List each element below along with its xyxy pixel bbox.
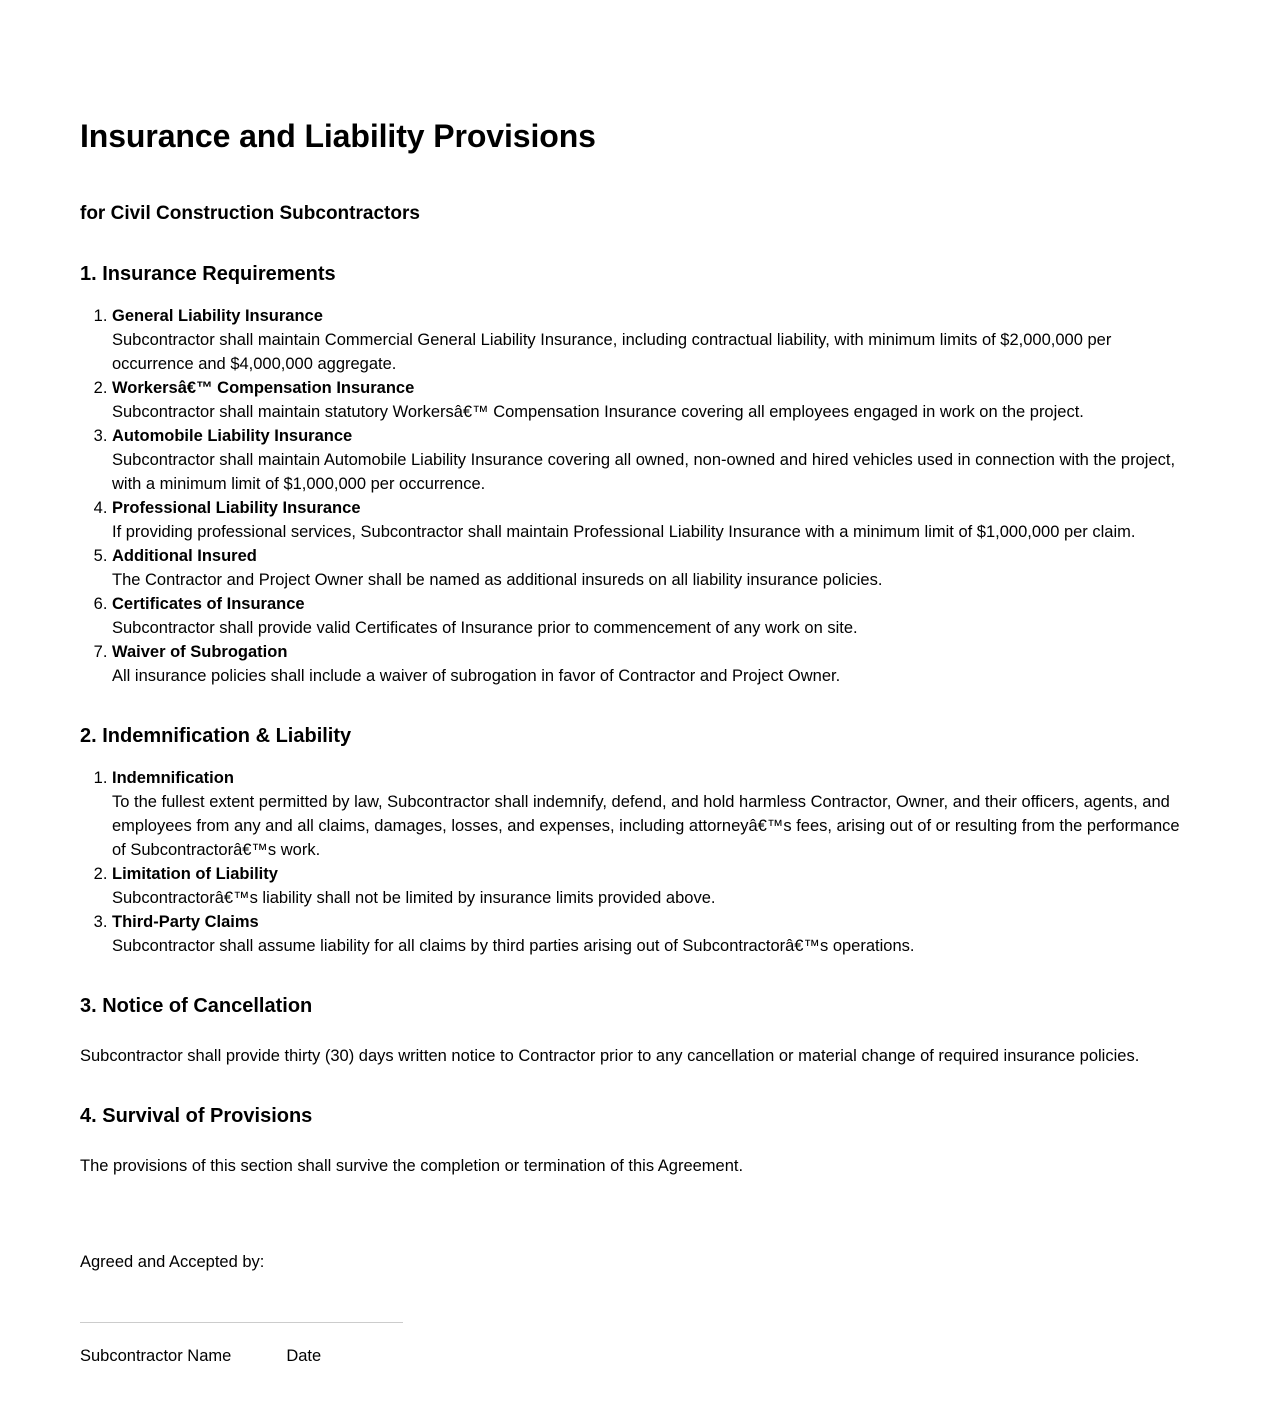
- signature-rule: [80, 1322, 403, 1323]
- provision-description: To the fullest extent permitted by law, Subcontractor shall indemnify, defend, and hold harmless Contractor, Owner, and their officers, agents, and employees from any and all claims, damages, losses, and expenses, including attorneyâ€™s fees, arising out of or resulting from the performance of Subcontractorâ€™s work.: [112, 792, 1180, 859]
- indemnification-liability-list: [80, 766, 1183, 958]
- notice-of-cancellation-paragraph: Subcontractor shall provide thirty (30) days written notice to Contractor prior to any cancellation or material change of required insurance policies.: [80, 1046, 1140, 1065]
- list-item: [112, 544, 1183, 592]
- provision-description: If providing professional services, Subcontractor shall maintain Professional Liability Insurance with a minimum limit of $1,000,000 per claim.: [112, 522, 1136, 541]
- signature-block: [80, 1250, 1183, 1368]
- list-item: [112, 862, 1183, 910]
- provision-term: Automobile Liability Insurance: [112, 426, 353, 445]
- provision-term: Waiver of Subrogation: [112, 642, 288, 661]
- provision-term: Indemnification: [112, 768, 234, 787]
- provision-term: Certificates of Insurance: [112, 594, 305, 613]
- list-item: [112, 496, 1183, 544]
- section-heading-survival-of-provisions: 4. Survival of Provisions: [80, 1104, 313, 1127]
- agreed-and-accepted-label: Agreed and Accepted by:: [80, 1252, 265, 1271]
- provision-description: Subcontractor shall maintain Automobile Liability Insurance covering all owned, non-owned and hired vehicles used in connection with the project, with a minimum limit of $1,000,000 per occurrence.: [112, 450, 1176, 493]
- provision-description: The Contractor and Project Owner shall be named as additional insureds on all liability insurance policies.: [112, 570, 883, 589]
- list-item: [112, 766, 1183, 862]
- section-heading-notice-of-cancellation: 3. Notice of Cancellation: [80, 994, 313, 1017]
- provision-term: General Liability Insurance: [112, 306, 323, 325]
- provision-term: Third-Party Claims: [112, 912, 259, 931]
- provision-term: Professional Liability Insurance: [112, 498, 361, 517]
- provision-description: All insurance policies shall include a waiver of subrogation in favor of Contractor and Project Owner.: [112, 666, 841, 685]
- list-item: [112, 910, 1183, 958]
- page-title: Insurance and Liability Provisions: [80, 118, 596, 154]
- section-heading-indemnification-liability: 2. Indemnification & Liability: [80, 724, 352, 747]
- insurance-requirements-list: [80, 304, 1183, 688]
- provision-term: Workersâ€™ Compensation Insurance: [112, 378, 415, 397]
- provision-term: Additional Insured: [112, 546, 257, 565]
- provision-description: Subcontractor shall provide valid Certificates of Insurance prior to commencement of any work on site.: [112, 618, 858, 637]
- provision-description: Subcontractor shall assume liability for all claims by third parties arising out of Subcontractorâ€™s operations.: [112, 936, 915, 955]
- list-item: [112, 304, 1183, 376]
- document-subtitle: for Civil Construction Subcontractors: [80, 202, 420, 224]
- provision-description: Subcontractor shall maintain statutory Workersâ€™ Compensation Insurance covering all employees engaged in work on the project.: [112, 402, 1084, 421]
- section-heading-insurance-requirements: 1. Insurance Requirements: [80, 262, 336, 285]
- provision-description: Subcontractor shall maintain Commercial General Liability Insurance, including contractual liability, with minimum limits of $2,000,000 per occurrence and $4,000,000 aggregate.: [112, 330, 1112, 373]
- survival-of-provisions-paragraph: The provisions of this section shall survive the completion or termination of this Agreement.: [80, 1156, 744, 1175]
- provision-description: Subcontractorâ€™s liability shall not be limited by insurance limits provided above.: [112, 888, 716, 907]
- list-item: [112, 592, 1183, 640]
- signature-field-labels: Subcontractor Name Date: [80, 1346, 322, 1365]
- list-item: [112, 640, 1183, 688]
- list-item: [112, 376, 1183, 424]
- provision-term: Limitation of Liability: [112, 864, 278, 883]
- list-item: [112, 424, 1183, 496]
